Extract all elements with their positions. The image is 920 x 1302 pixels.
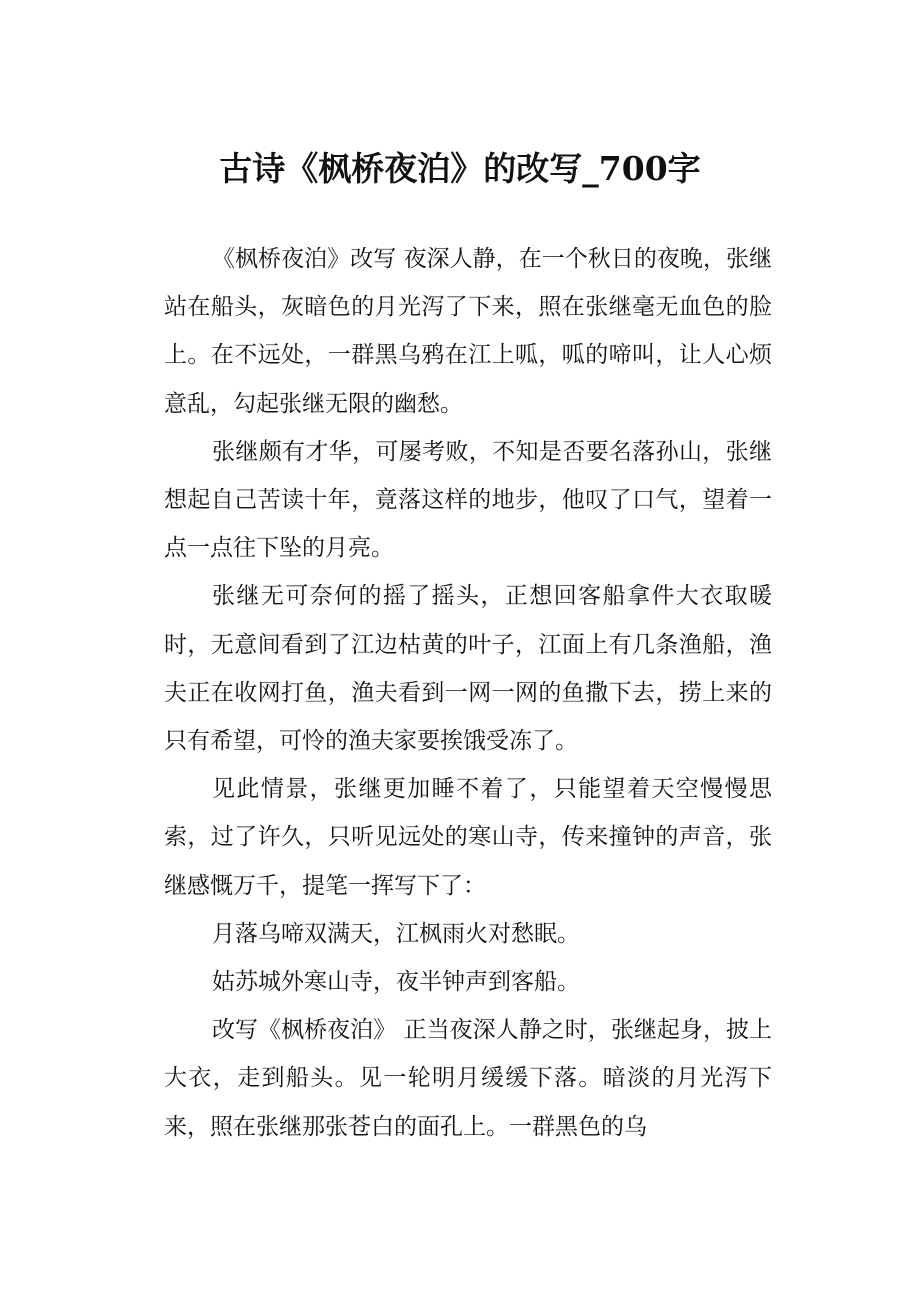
paragraph-5: 改写《枫桥夜泊》 正当夜深人静之时，张继起身，披上大衣，走到船头。见一轮明月缓缓下落。暗淡的月光泻下来，照在张继那张苍白的面孔上。一群黑色的乌 [164,1017,772,1140]
paragraph-4: 见此情景，张继更加睡不着了，只能望着天空慢慢思索，过了许久，只听见远处的寒山寺，传来撞钟的声音，张继感慨万千，提笔一挥写下了： [164,776,772,899]
poem-line-2: 姑苏城外寒山寺，夜半钟声到客船。 [212,969,580,996]
document-title: 古诗《枫桥夜泊》的改写_700字 [219,149,701,189]
paragraph-2: 张继颇有才华，可屡考败，不知是否要名落孙山，张继想起自己苦读十年，竟落这样的地步，他叹了口气，望着一点一点往下坠的月亮。 [164,438,772,562]
paragraph-1: 《枫桥夜泊》改写 夜深人静，在一个秋日的夜晚，张继站在船头，灰暗色的月光泻了下来，照在张继毫无血色的脸上。在不远处，一群黑乌鸦在江上呱，呱的啼叫，让人心烦意乱，勾起张继无限的幽愁。 [164,246,772,417]
poem-line-1: 月落乌啼双满天，江枫雨火对愁眠。 [212,920,580,947]
document-body [164,235,772,1151]
paragraph-3: 张继无可奈何的摇了摇头，正想回客船拿件大衣取暖时，无意间看到了江边枯黄的叶子，江面上有几条渔船，渔夫正在收网打鱼，渔夫看到一网一网的鱼撒下去，捞上来的只有希望，可怜的渔夫家要挨饿受冻了。 [164,583,772,755]
